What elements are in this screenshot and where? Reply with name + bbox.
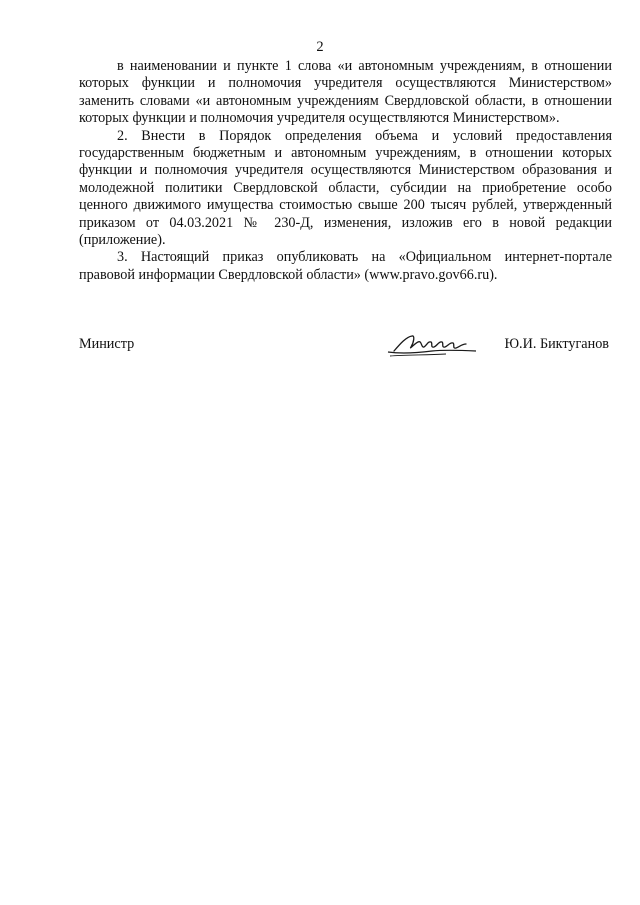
signatory-title: Министр <box>79 336 135 352</box>
paragraph-item-3: 3. Настоящий приказ опубликовать на «Официальном интернет-портале правовой информации Свердловской области» (www.pravo.gov66.ru). <box>79 249 612 283</box>
handwritten-signature <box>384 332 484 360</box>
signature-block <box>79 332 612 362</box>
paragraph-item-2: 2. Внести в Порядок определения объема и условий предоставления государственным бюджетным и автономным учреждениям, в отношении которых функции и полномочия учредителя осуществляются Министерством образования и молодежной политики Свердловской области, субсидии на приобретение особо ценного движимого имущества стоимостью свыше 200 тысяч рублей, утвержденный приказом от 04.03.2021 № 230-Д, изменения, изложив его в новой редакции (приложение). <box>79 127 612 249</box>
paragraph-amendment: в наименовании и пункте 1 слова «и автономным учреждениям, в отношении которых функции и полномочия учредителя осуществляются Министерством» заменить словами «и автономным учреждениям Свердловской области, в отношении которых функции и полномочия учредителя осуществляются Министерством». <box>79 58 612 127</box>
document-body <box>79 58 612 284</box>
page-number: 2 <box>316 39 324 55</box>
signatory-name: Ю.И. Биктуганов <box>504 336 609 352</box>
